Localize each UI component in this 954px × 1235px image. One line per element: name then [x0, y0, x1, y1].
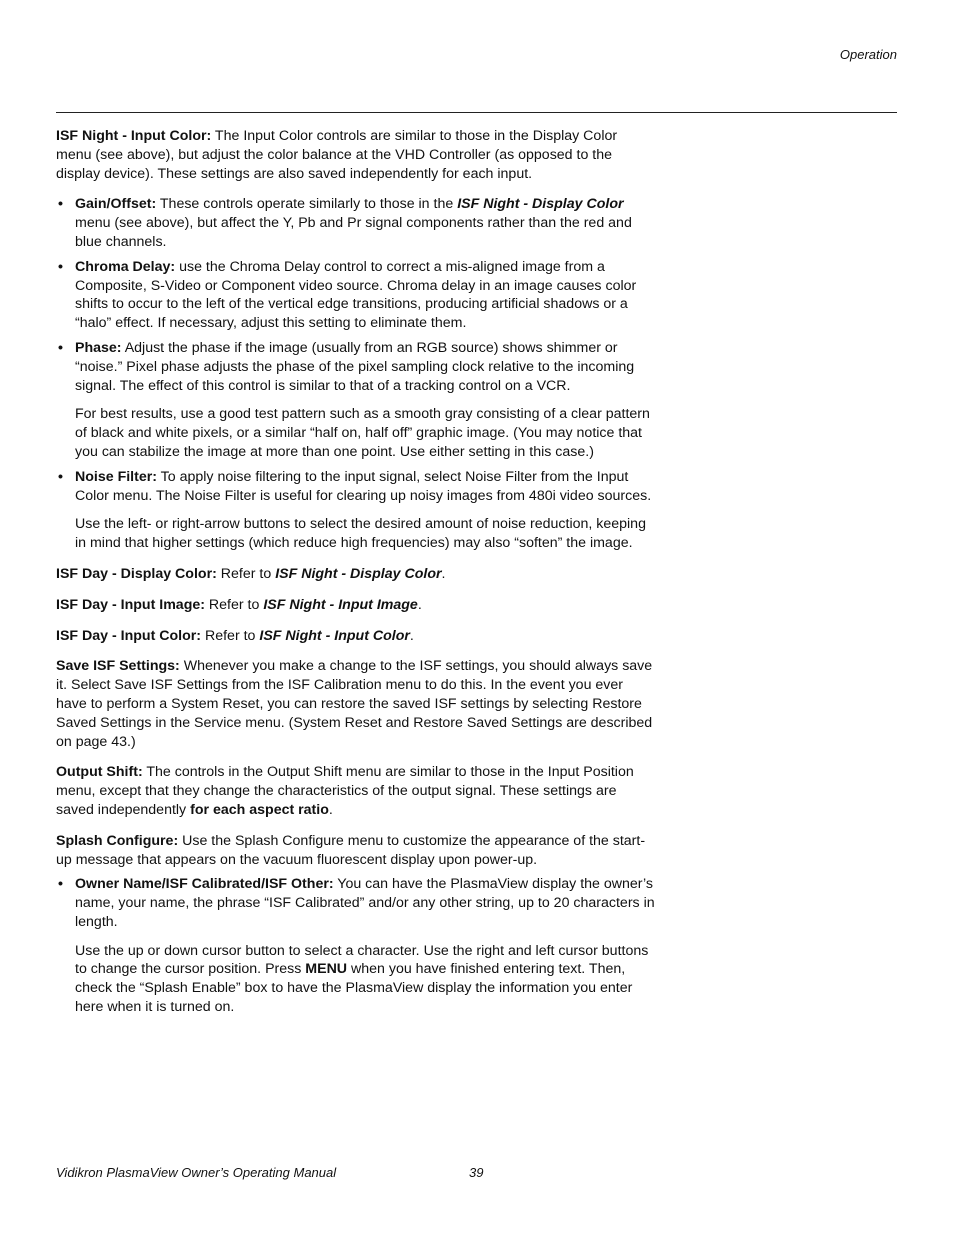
- chroma-delay-text: use the Chroma Delay control to correct a mis-aligned image from a Composite, S-Video or Component video source. Chroma delay in an image causes color shifts to occur to the left of the vertical edge transitions, producing artificial shadows or a “halo” effect. If necessary, adjust this setting to eliminate them.: [75, 258, 637, 332]
- header-rule: [56, 112, 897, 113]
- isf-day-input-image-post: .: [417, 596, 422, 613]
- isf-day-input-image-pre: Refer to: [204, 596, 264, 613]
- isf-night-input-color-text: The Input Color controls are similar to those in the Display Color menu (see above), but adjust the color balance at the VHD Controller (as opposed to the display device). These settings are also saved independently for each input.: [56, 128, 618, 182]
- isf-day-input-color-post: .: [409, 627, 414, 644]
- owner-name-follow-paragraph: [56, 942, 656, 1017]
- isf-day-input-image-reference: ISF Night - Input Image: [263, 596, 418, 613]
- gain-offset-text-2: menu (see above), but affect the Y, Pb and Pr signal components rather than the red and blue channels.: [75, 215, 632, 250]
- isf-day-display-color-heading: ISF Day - Display Color:: [56, 565, 217, 582]
- save-isf-settings-text: Whenever you make a change to the ISF settings, you should always save it. Select Save ISF Settings from the ISF Calibration menu to do this. In the event you ever have to perform a System Reset, you can restore the saved ISF settings by selecting Restore Saved Settings in the Service menu. (System Reset and Restore Saved Settings are described on page 43.): [56, 658, 653, 750]
- footer-manual-title: Vidikron PlasmaView Owner’s Operating Manual: [56, 1165, 337, 1180]
- splash-bullets: [56, 875, 656, 931]
- isf-night-input-color-paragraph: [56, 127, 656, 183]
- output-shift-heading: Output Shift:: [56, 764, 143, 781]
- save-isf-settings-paragraph: [56, 657, 656, 751]
- owner-name-follow-text-1: Use the up or down cursor button to select a character. Use the right and left cursor buttons to change the cursor position. Press: [75, 942, 649, 978]
- output-shift-text: The controls in the Output Shift menu are similar to those in the Input Position menu, except that they change the characteristics of the output signal. These settings are saved independently: [56, 764, 634, 818]
- isf-night-input-color-heading: ISF Night - Input Color:: [56, 128, 212, 144]
- menu-key-label: MENU: [305, 961, 348, 978]
- output-shift-emphasis: for each aspect ratio: [190, 801, 329, 818]
- phase-text: Adjust the phase if the image (usually from an RGB source) shows shimmer or “noise.” Pixel phase adjusts the phase of the pixel sampling clock relative to the incoming signal. The effect of this control is similar to that of a tracking control on a VCR.: [75, 339, 635, 394]
- gain-offset-reference: ISF Night - Display Color: [457, 196, 624, 213]
- isf-day-input-color-paragraph: [56, 627, 656, 646]
- owner-name-label: Owner Name/ISF Calibrated/ISF Other:: [75, 876, 334, 893]
- noise-filter-follow-paragraph: Use the left- or right-arrow buttons to select the desired amount of noise reduction, keeping in mind that higher settings (which reduce high frequencies) may also “soften” the image.: [75, 516, 646, 552]
- isf-day-input-color-pre: Refer to: [201, 627, 260, 644]
- bullet-phase: [56, 339, 656, 395]
- phase-follow-paragraph: For best results, use a good test pattern such as a smooth gray consisting of a clear pattern of black and white pixels, or a similar “half on, half off” graphic image. (You may notice that you can stabilize the image at more than one point. Use either setting in this case.): [75, 406, 650, 460]
- isf-day-display-color-paragraph: [56, 565, 656, 584]
- isf-day-input-color-reference: ISF Night - Input Color: [259, 627, 410, 644]
- bullet-gain-offset: [56, 195, 656, 251]
- chroma-delay-label: Chroma Delay:: [75, 258, 176, 275]
- noise-filter-label: Noise Filter:: [75, 468, 157, 485]
- isf-day-input-color-heading: ISF Day - Input Color:: [56, 627, 202, 644]
- output-shift-paragraph: [56, 763, 656, 819]
- gain-offset-label: Gain/Offset:: [75, 196, 157, 213]
- isf-day-input-image-heading: ISF Day - Input Image:: [56, 596, 205, 613]
- noise-filter-text: To apply noise filtering to the input signal, select Noise Filter from the Input Color menu. The Noise Filter is useful for clearing up noisy images from 480i video sources.: [75, 468, 652, 504]
- phase-label: Phase:: [75, 339, 122, 356]
- isf-day-display-color-reference: ISF Night - Display Color: [275, 565, 442, 582]
- owner-name-follow-text-2: when you have finished entering text. Then, check the “Splash Enable” box to have the PlasmaView display the information you enter here when it is turned on.: [75, 961, 633, 1016]
- isf-day-input-image-paragraph: [56, 596, 656, 615]
- running-header: Operation: [839, 47, 897, 62]
- bullet-chroma-delay: [56, 258, 656, 333]
- gain-offset-text-1: These controls operate similarly to those in the: [156, 196, 458, 213]
- isf-day-display-color-pre: Refer to: [216, 565, 276, 582]
- isf-day-display-color-post: .: [441, 565, 446, 582]
- owner-name-text: You can have the PlasmaView display the owner’s name, your name, the phrase “ISF Calibrated” and/or any other string, up to 20 characters in length.: [75, 876, 655, 930]
- save-isf-settings-heading: Save ISF Settings:: [56, 658, 180, 675]
- splash-configure-paragraph: [56, 832, 656, 870]
- page-number: 39: [469, 1165, 484, 1180]
- output-shift-post: .: [328, 801, 333, 818]
- splash-configure-text: Use the Splash Configure menu to customize the appearance of the start-up message that appears on the vacuum fluorescent display upon power-up.: [56, 832, 646, 868]
- bullet-owner-name: [56, 875, 656, 931]
- input-color-bullets: [56, 195, 656, 395]
- splash-configure-heading: Splash Configure:: [56, 832, 179, 849]
- noise-filter-bullets: [56, 468, 656, 506]
- page-body: [56, 127, 656, 1023]
- bullet-noise-filter: [56, 468, 656, 506]
